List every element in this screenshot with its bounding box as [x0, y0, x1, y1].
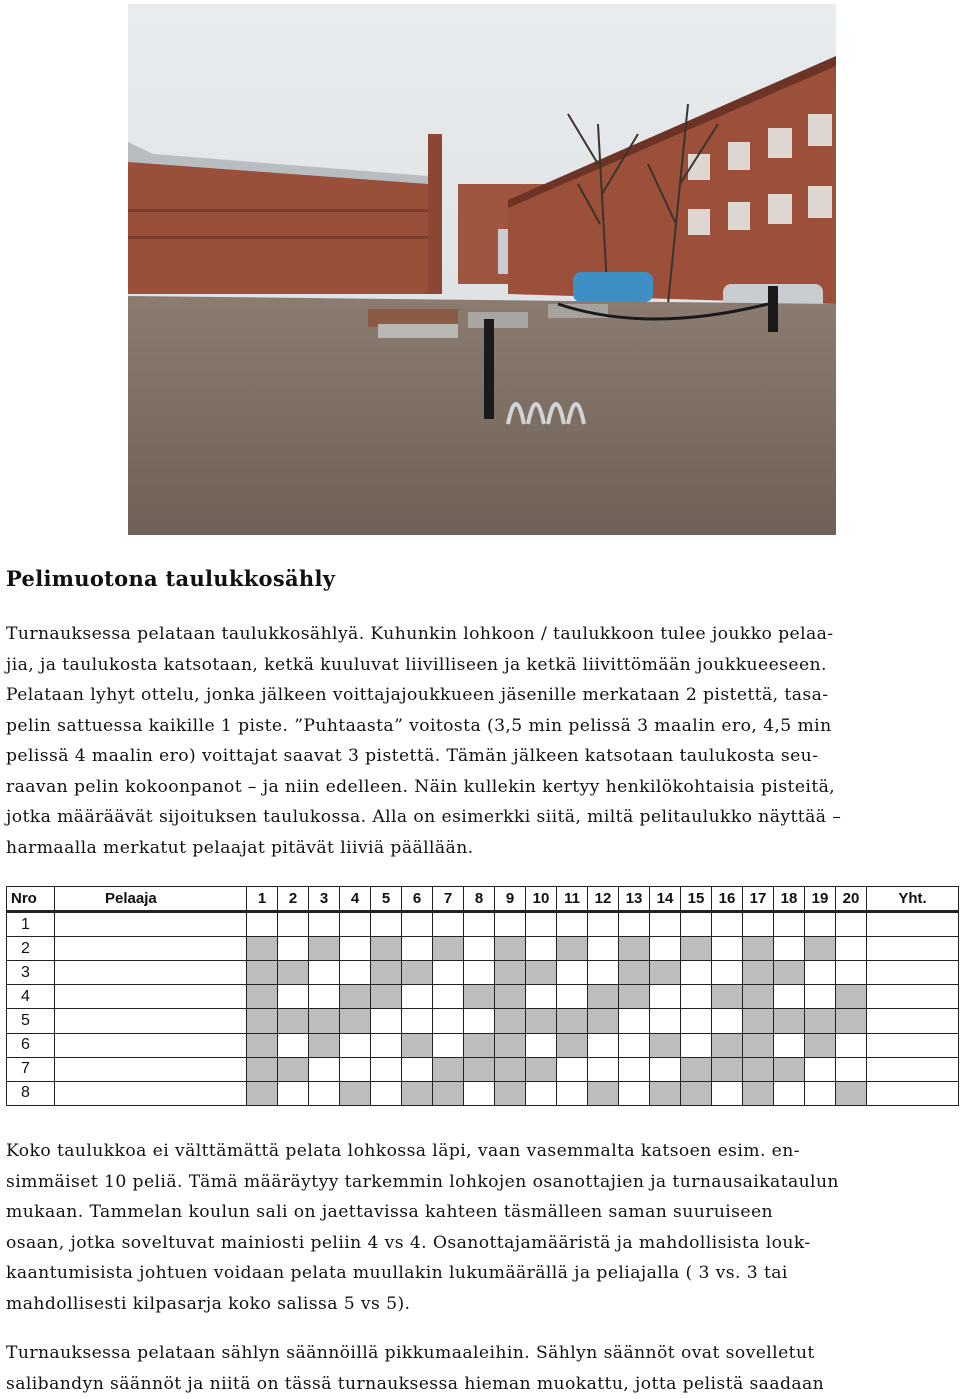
game-cell	[712, 937, 743, 961]
table-row	[7, 961, 959, 985]
header-game: 13	[619, 887, 650, 912]
total-cell	[867, 1009, 959, 1033]
player-name-cell	[55, 1057, 247, 1081]
game-cell	[247, 912, 278, 937]
game-cell	[712, 1009, 743, 1033]
player-name-cell	[55, 1033, 247, 1057]
vest-cell	[774, 1057, 805, 1081]
row-number: 7	[7, 1057, 55, 1081]
header-game: 4	[340, 887, 371, 912]
table-row	[7, 1009, 959, 1033]
vest-cell	[309, 1033, 340, 1057]
game-cell	[464, 937, 495, 961]
game-cell	[464, 1009, 495, 1033]
game-cell	[526, 1081, 557, 1105]
vest-cell	[774, 1009, 805, 1033]
vest-cell	[371, 937, 402, 961]
player-name-cell	[55, 985, 247, 1009]
header-game: 11	[557, 887, 588, 912]
table-row	[7, 1081, 959, 1105]
game-cell	[371, 1081, 402, 1105]
vest-cell	[681, 937, 712, 961]
game-cell	[309, 1057, 340, 1081]
schedule-paragraph	[6, 1136, 956, 1319]
vest-cell	[526, 961, 557, 985]
vest-cell	[557, 1033, 588, 1057]
game-cell	[836, 1057, 867, 1081]
game-cell	[805, 961, 836, 985]
paragraph-line: jia, ja taulukosta katsotaan, ketkä kuuluvat liivilliseen ja ketkä liivittömään joukkueeseen.	[6, 650, 956, 681]
vest-cell	[526, 1057, 557, 1081]
table-row	[7, 985, 959, 1009]
vest-cell	[712, 1033, 743, 1057]
total-cell	[867, 961, 959, 985]
vest-cell	[402, 1033, 433, 1057]
header-game: 19	[805, 887, 836, 912]
vest-cell	[619, 985, 650, 1009]
game-cell	[433, 1009, 464, 1033]
vest-cell	[650, 961, 681, 985]
game-cell	[526, 912, 557, 937]
vest-cell	[619, 937, 650, 961]
rules-paragraph	[6, 1338, 956, 1399]
game-cell	[309, 961, 340, 985]
vest-cell	[588, 1081, 619, 1105]
player-name-cell	[55, 1009, 247, 1033]
paragraph-line: harmaalla merkatut pelaajat pitävät liiviä päällään.	[6, 833, 956, 864]
total-cell	[867, 1081, 959, 1105]
game-cell	[495, 912, 526, 937]
header-game: 18	[774, 887, 805, 912]
game-cell	[557, 1057, 588, 1081]
header-game: 2	[278, 887, 309, 912]
paragraph-line: raavan pelin kokoonpanot – ja niin edelleen. Näin kullekin kertyy henkilökohtaisia pisteitä,	[6, 772, 956, 803]
game-cell	[836, 961, 867, 985]
header-nro: Nro	[7, 887, 55, 912]
player-name-cell	[55, 961, 247, 985]
total-cell	[867, 937, 959, 961]
paragraph-line: pelin sattuessa kaikille 1 piste. ”Puhtaasta” voitosta (3,5 min pelissä 3 maalin ero, 4,5 min	[6, 711, 956, 742]
game-cell	[681, 985, 712, 1009]
vest-cell	[278, 1057, 309, 1081]
game-cell	[433, 1033, 464, 1057]
header-game: 8	[464, 887, 495, 912]
header-game: 1	[247, 887, 278, 912]
vest-cell	[712, 1057, 743, 1081]
game-cell	[278, 912, 309, 937]
table-header-row	[7, 887, 959, 912]
vest-cell	[836, 1081, 867, 1105]
vest-cell	[495, 937, 526, 961]
vest-cell	[557, 1009, 588, 1033]
paragraph-line: jotka määräävät sijoituksen taulukossa. Alla on esimerkki siitä, miltä pelitaulukko näyttää –	[6, 802, 956, 833]
vest-cell	[464, 1057, 495, 1081]
game-cell	[588, 961, 619, 985]
vest-cell	[402, 1081, 433, 1105]
vest-cell	[495, 1033, 526, 1057]
game-cell	[774, 912, 805, 937]
game-cell	[588, 1057, 619, 1081]
paragraph-line: Turnauksessa pelataan sählyn säännöillä pikkumaaleihin. Sählyn säännöt ovat sovelletut	[6, 1338, 956, 1369]
game-cell	[309, 985, 340, 1009]
vest-cell	[402, 961, 433, 985]
vest-cell	[340, 1009, 371, 1033]
vest-cell	[433, 937, 464, 961]
game-cell	[650, 1009, 681, 1033]
header-game: 15	[681, 887, 712, 912]
total-cell	[867, 912, 959, 937]
paragraph-line: kaantumisista johtuen voidaan pelata muullakin lukumäärällä ja peliajalla ( 3 vs. 3 tai	[6, 1258, 956, 1289]
game-cell	[340, 1033, 371, 1057]
paragraph-line: Turnauksessa pelataan taulukkosählyä. Kuhunkin lohkoon / taulukkoon tulee joukko pelaa-	[6, 619, 956, 650]
game-cell	[774, 1081, 805, 1105]
vest-cell	[495, 1009, 526, 1033]
player-name-cell	[55, 912, 247, 937]
game-cell	[402, 912, 433, 937]
vest-cell	[495, 961, 526, 985]
game-cell	[433, 985, 464, 1009]
game-cell	[402, 937, 433, 961]
vest-cell	[619, 961, 650, 985]
game-cell	[464, 1081, 495, 1105]
schoolyard-photo	[128, 4, 836, 535]
paragraph-line: Pelataan lyhyt ottelu, jonka jälkeen voittajajoukkueen jäsenille merkataan 2 pistettä, tasa-	[6, 680, 956, 711]
vest-cell	[743, 1081, 774, 1105]
game-cell	[681, 1009, 712, 1033]
header-game: 5	[371, 887, 402, 912]
vest-cell	[464, 985, 495, 1009]
game-cell	[619, 1033, 650, 1057]
vest-cell	[309, 937, 340, 961]
vest-cell	[836, 985, 867, 1009]
vest-cell	[526, 1009, 557, 1033]
vest-cell	[371, 985, 402, 1009]
header-game: 14	[650, 887, 681, 912]
row-number: 4	[7, 985, 55, 1009]
vest-cell	[495, 1081, 526, 1105]
paragraph-line: mukaan. Tammelan koulun sali on jaettavissa kahteen täsmälleen saman suuruiseen	[6, 1197, 956, 1228]
table-row	[7, 1057, 959, 1081]
vest-cell	[495, 1057, 526, 1081]
vest-cell	[433, 1081, 464, 1105]
vest-cell	[557, 937, 588, 961]
game-cell	[557, 1081, 588, 1105]
game-cell	[619, 912, 650, 937]
table-row	[7, 937, 959, 961]
game-cell	[464, 961, 495, 985]
game-cell	[805, 1081, 836, 1105]
game-cell	[557, 961, 588, 985]
game-cell	[619, 1057, 650, 1081]
game-cell	[526, 937, 557, 961]
game-table	[6, 886, 959, 1106]
paragraph-line: Koko taulukkoa ei välttämättä pelata lohkossa läpi, vaan vasemmalta katsoen esim. en-	[6, 1136, 956, 1167]
paragraph-line: osaan, jotka soveltuvat mainiosti peliin 4 vs 4. Osanottajamääristä ja mahdollisista louk-	[6, 1228, 956, 1259]
vest-cell	[743, 1009, 774, 1033]
game-cell	[836, 912, 867, 937]
game-cell	[309, 1081, 340, 1105]
vest-cell	[805, 1033, 836, 1057]
game-cell	[650, 937, 681, 961]
vest-cell	[278, 1009, 309, 1033]
header-player: Pelaaja	[55, 887, 247, 912]
game-cell	[464, 912, 495, 937]
game-cell	[278, 1033, 309, 1057]
header-game: 20	[836, 887, 867, 912]
vest-cell	[247, 1009, 278, 1033]
game-cell	[650, 985, 681, 1009]
vest-cell	[247, 937, 278, 961]
game-cell	[712, 961, 743, 985]
header-game: 10	[526, 887, 557, 912]
game-cell	[805, 912, 836, 937]
total-cell	[867, 1057, 959, 1081]
game-cell	[433, 961, 464, 985]
game-cell	[340, 912, 371, 937]
paragraph-line: pelissä 4 maalin ero) voittajat saavat 3 pistettä. Tämän jälkeen katsotaan taulukosta seu-	[6, 741, 956, 772]
header-total: Yht.	[867, 887, 959, 912]
game-cell	[371, 1033, 402, 1057]
vest-cell	[743, 1033, 774, 1057]
game-cell	[340, 937, 371, 961]
game-cell	[526, 985, 557, 1009]
vest-cell	[340, 985, 371, 1009]
game-cell	[774, 985, 805, 1009]
row-number: 1	[7, 912, 55, 937]
game-cell	[681, 1033, 712, 1057]
game-cell	[402, 1057, 433, 1081]
vest-cell	[588, 985, 619, 1009]
header-game: 3	[309, 887, 340, 912]
vest-cell	[247, 1081, 278, 1105]
header-game: 17	[743, 887, 774, 912]
total-cell	[867, 1033, 959, 1057]
vest-cell	[681, 1057, 712, 1081]
game-cell	[278, 985, 309, 1009]
header-game: 9	[495, 887, 526, 912]
game-cell	[433, 912, 464, 937]
header-game: 12	[588, 887, 619, 912]
paragraph-line: mahdollisesti kilpasarja koko salissa 5 vs 5).	[6, 1289, 956, 1320]
vest-cell	[743, 937, 774, 961]
vest-cell	[681, 1081, 712, 1105]
vest-cell	[247, 985, 278, 1009]
vest-cell	[743, 961, 774, 985]
game-cell	[371, 1009, 402, 1033]
game-cell	[836, 1033, 867, 1057]
game-cell	[619, 1009, 650, 1033]
game-cell	[650, 1057, 681, 1081]
paragraph-line: simmäiset 10 peliä. Tämä määräytyy tarkemmin lohkojen osanottajien ja turnausaikataulun	[6, 1167, 956, 1198]
row-number: 6	[7, 1033, 55, 1057]
vest-cell	[650, 1033, 681, 1057]
intro-paragraph	[6, 619, 956, 863]
vest-cell	[588, 1009, 619, 1033]
header-game: 6	[402, 887, 433, 912]
vest-cell	[247, 1033, 278, 1057]
vest-cell	[247, 961, 278, 985]
vest-cell	[433, 1057, 464, 1081]
vest-cell	[774, 961, 805, 985]
player-name-cell	[55, 937, 247, 961]
row-number: 5	[7, 1009, 55, 1033]
vest-cell	[805, 1009, 836, 1033]
game-cell	[371, 1057, 402, 1081]
game-cell	[681, 912, 712, 937]
vest-cell	[278, 961, 309, 985]
vest-cell	[464, 1033, 495, 1057]
game-cell	[340, 1057, 371, 1081]
game-cell	[619, 1081, 650, 1105]
game-cell	[278, 1081, 309, 1105]
header-game: 7	[433, 887, 464, 912]
game-cell	[557, 985, 588, 1009]
table-row	[7, 912, 959, 937]
paragraph-line: salibandyn säännöt ja niitä on tässä turnauksessa hieman muokattu, jotta pelistä saadaan	[6, 1369, 956, 1399]
game-cell	[340, 961, 371, 985]
row-number: 8	[7, 1081, 55, 1105]
player-name-cell	[55, 1081, 247, 1105]
table-row	[7, 1033, 959, 1057]
game-cell	[371, 912, 402, 937]
game-cell	[774, 1033, 805, 1057]
vest-cell	[805, 937, 836, 961]
header-game: 16	[712, 887, 743, 912]
game-cell	[681, 961, 712, 985]
game-cell	[588, 1033, 619, 1057]
vest-cell	[247, 1057, 278, 1081]
vest-cell	[712, 985, 743, 1009]
game-cell	[805, 1057, 836, 1081]
game-cell	[712, 1081, 743, 1105]
vest-cell	[371, 961, 402, 985]
section-heading: Pelimuotona taulukkosähly	[6, 566, 335, 591]
vest-cell	[743, 1057, 774, 1081]
game-cell	[278, 937, 309, 961]
vest-cell	[836, 1009, 867, 1033]
vest-cell	[650, 1081, 681, 1105]
game-cell	[402, 985, 433, 1009]
vest-cell	[340, 1081, 371, 1105]
game-cell	[836, 937, 867, 961]
game-cell	[774, 937, 805, 961]
game-cell	[650, 912, 681, 937]
game-cell	[588, 912, 619, 937]
vest-cell	[309, 1009, 340, 1033]
game-cell	[526, 1033, 557, 1057]
vest-cell	[743, 985, 774, 1009]
game-cell	[805, 985, 836, 1009]
game-cell	[402, 1009, 433, 1033]
vest-cell	[495, 985, 526, 1009]
game-cell	[309, 912, 340, 937]
game-cell	[557, 912, 588, 937]
row-number: 2	[7, 937, 55, 961]
row-number: 3	[7, 961, 55, 985]
game-cell	[588, 937, 619, 961]
game-cell	[743, 912, 774, 937]
total-cell	[867, 985, 959, 1009]
game-cell	[712, 912, 743, 937]
